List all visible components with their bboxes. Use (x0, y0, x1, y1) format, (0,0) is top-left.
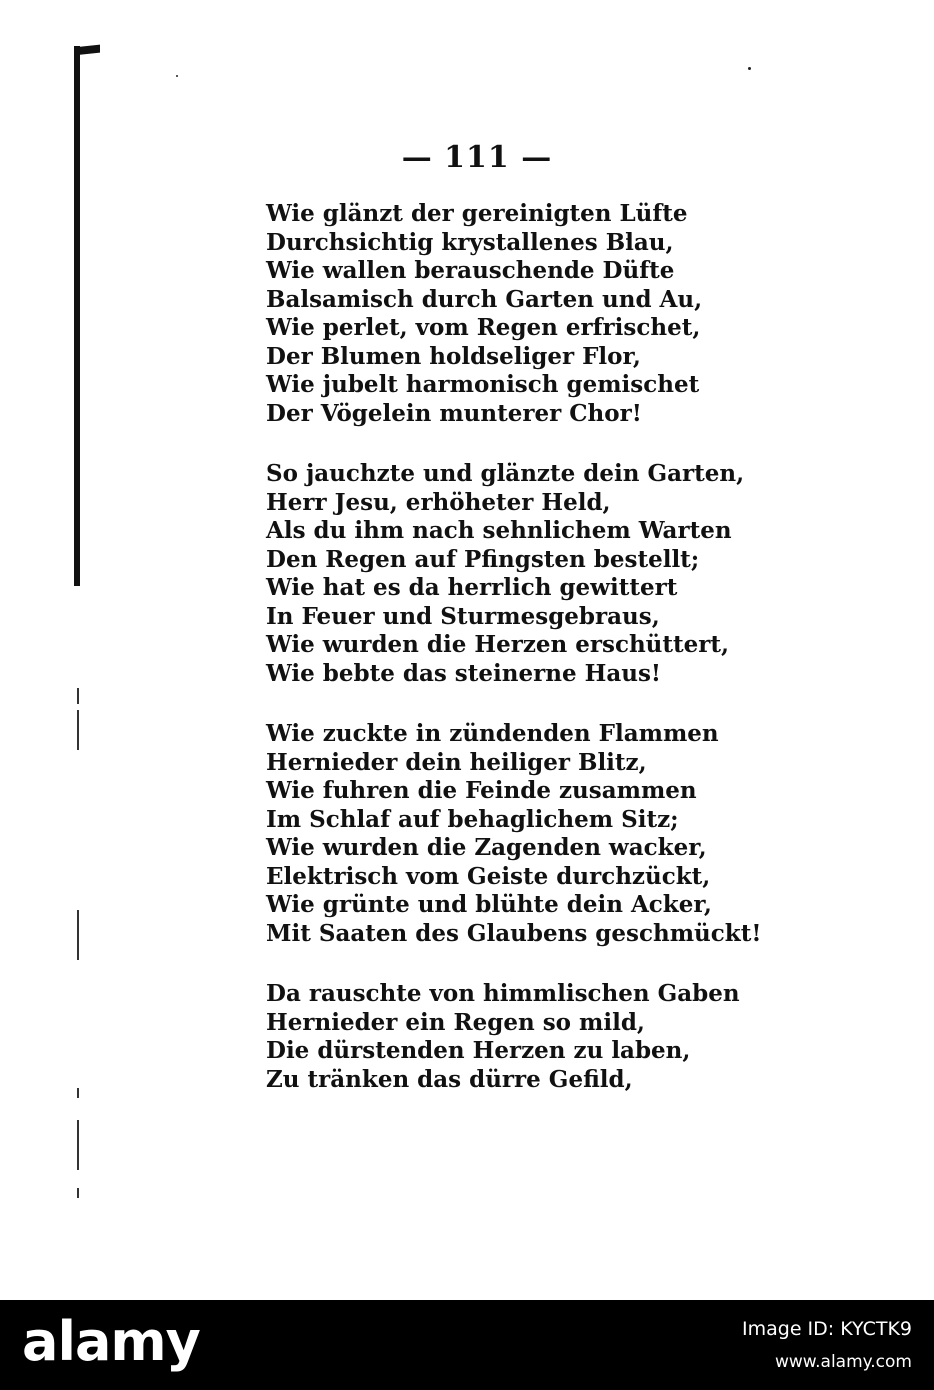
poem-line: In Feuer und Sturmesgebraus, (266, 602, 660, 630)
alamy-logo: alamy (22, 1310, 200, 1373)
binding-edge-cap (74, 45, 100, 56)
poem-line: Wie wurden die Zagenden wacker, (266, 834, 707, 861)
poem-line: Wie wallen berauschende Düfte (266, 257, 675, 284)
poem-line: Zu tränken das dürre Gefild, (266, 1065, 633, 1093)
page-number: — 111 — (401, 140, 553, 175)
stanza-2 (266, 460, 744, 688)
stanza-4 (266, 980, 740, 1094)
poem-line: Hernieder dein heiliger Blitz, (266, 748, 647, 776)
stanza-3 (266, 720, 761, 948)
poem-line: Wie zuckte in zündenden Flammen (266, 720, 719, 747)
poem-line: Der Blumen holdseliger Flor, (266, 342, 641, 370)
poem-line: Der Vögelein munterer Chor! (266, 399, 642, 427)
margin-mark (77, 1188, 79, 1198)
poem-line: Wie glänzt der gereinigten Lüfte (266, 200, 688, 227)
poem-line: Wie grünte und blühte dein Acker, (266, 891, 712, 918)
stanza-1 (266, 200, 702, 428)
stock-footer (0, 1300, 934, 1390)
margin-mark (77, 710, 79, 750)
poem-line: Durchsichtig krystallenes Blau, (266, 228, 674, 256)
poem-line: Wie bebte das steinerne Haus! (266, 659, 661, 687)
ink-speck (748, 67, 751, 70)
margin-mark (77, 910, 79, 960)
poem-line: Als du ihm nach sehnlichem Warten (266, 517, 732, 544)
ink-speck (176, 75, 178, 77)
poem-line: So jauchzte und glänzte dein Garten, (266, 460, 745, 487)
poem-line: Da rauschte von himmlischen Gaben (266, 980, 740, 1007)
poem-line: Wie jubelt harmonisch gemischet (266, 371, 700, 398)
margin-mark (77, 1088, 79, 1098)
footer-url: www.alamy.com (774, 1352, 912, 1372)
poem-line: Balsamisch durch Garten und Au, (266, 285, 703, 313)
margin-mark (77, 1120, 79, 1170)
poem-line: Die dürstenden Herzen zu laben, (266, 1037, 691, 1064)
margin-mark (77, 688, 79, 704)
poem-line: Wie fuhren die Feinde zusammen (266, 777, 697, 804)
poem-line: Herr Jesu, erhöheter Held, (266, 488, 611, 516)
poem-line: Wie hat es da herrlich gewittert (266, 574, 678, 601)
poem-line: Wie perlet, vom Regen erfrischet, (266, 314, 701, 341)
image-id: Image ID: KYCTK9 (742, 1318, 912, 1340)
poem-line: Mit Saaten des Glaubens geschmückt! (266, 919, 762, 947)
binding-edge (74, 46, 80, 586)
poem-line: Elektrisch vom Geiste durchzückt, (266, 862, 711, 890)
poem-line: Wie wurden die Herzen erschüttert, (266, 631, 730, 658)
poem-line: Hernieder ein Regen so mild, (266, 1008, 645, 1036)
poem-line: Den Regen auf Pfingsten bestellt; (266, 545, 700, 573)
poem-line: Im Schlaf auf behaglichem Sitz; (266, 805, 679, 833)
